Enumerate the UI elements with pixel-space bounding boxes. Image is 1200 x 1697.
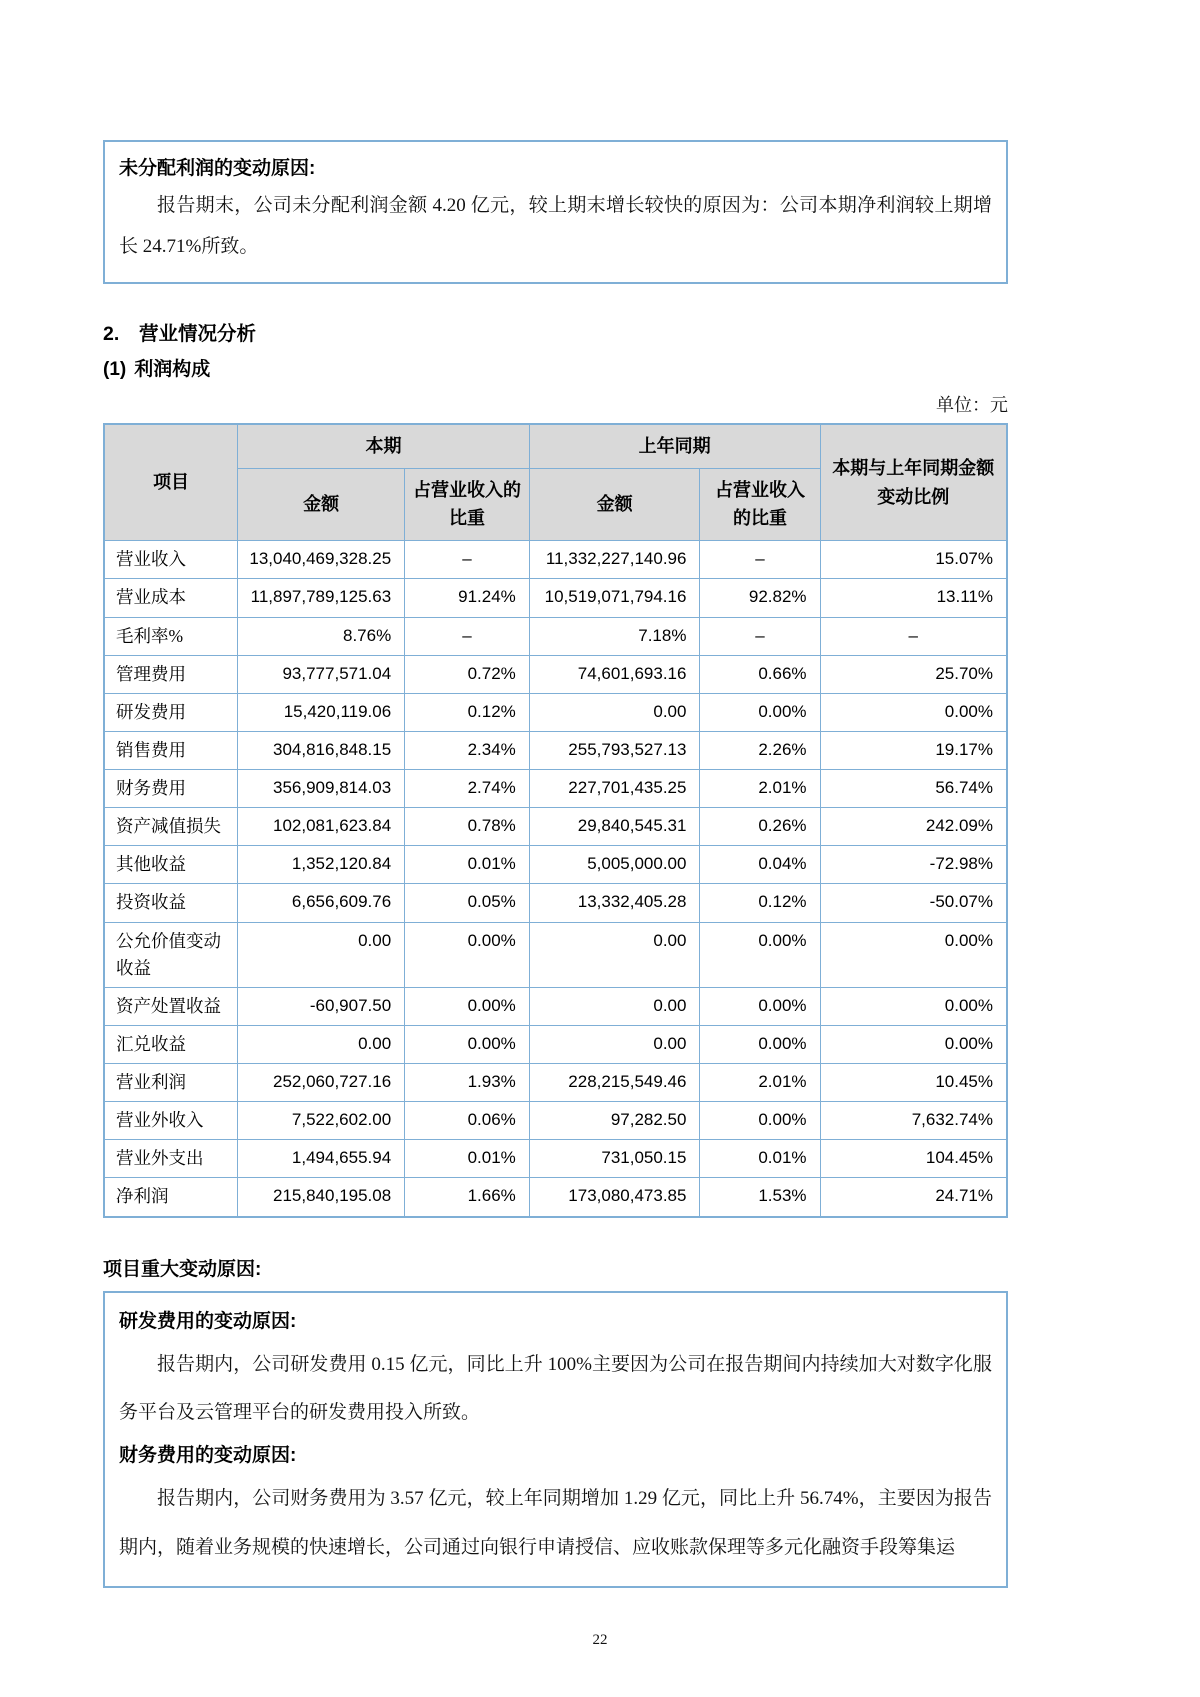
change-ratio-cell: 25.70% [820,655,1007,693]
prior-amount-cell: 10,519,071,794.16 [529,579,700,617]
unit-label: 单位：元 [936,394,1008,415]
current-ratio-cell: 0.05% [405,884,530,922]
prior-ratio-cell: 2.01% [700,1064,820,1102]
item-cell: 公允价值变动收益 [104,922,238,987]
prior-ratio-cell: 0.04% [700,846,820,884]
current-ratio-cell: – [405,617,530,655]
current-amount-cell: 0.00 [238,922,405,987]
current-amount-cell: 8.76% [238,617,405,655]
prior-ratio-cell: 0.26% [700,808,820,846]
prior-amount-cell: 7.18% [529,617,700,655]
rd-expense-reason-heading: 研发费用的变动原因: [119,1310,297,1332]
current-amount-cell: 1,494,655.94 [238,1140,405,1178]
rd-expense-reason-paragraph: 报告期内，公司研发费用 0.15 亿元，同比上升 100%主要因为公司在报告期间内持续加大对数字化服务平台及云管理平台的研发费用投入所致。 [119,1353,992,1423]
change-ratio-cell: 15.07% [820,541,1007,579]
current-ratio-cell: 91.24% [405,579,530,617]
table-row [104,846,1007,884]
undistributed-profit-change-box [103,140,1008,284]
table-row [104,579,1007,617]
table-row [104,884,1007,922]
header-item: 项目 [104,424,238,541]
header-current-amount: 金额 [238,468,405,541]
table-row [104,693,1007,731]
table-row [104,1140,1007,1178]
prior-amount-cell: 5,005,000.00 [529,846,700,884]
table-row [104,987,1007,1025]
change-ratio-cell: -50.07% [820,884,1007,922]
prior-amount-cell: 0.00 [529,693,700,731]
prior-ratio-cell: 0.00% [700,1025,820,1063]
change-ratio-cell: – [820,617,1007,655]
change-ratio-cell: 10.45% [820,1064,1007,1102]
current-amount-cell: -60,907.50 [238,987,405,1025]
prior-ratio-cell: 0.12% [700,884,820,922]
item-cell: 管理费用 [104,655,238,693]
table-row [104,617,1007,655]
change-ratio-cell: 0.00% [820,987,1007,1025]
current-amount-cell: 15,420,119.06 [238,693,405,731]
change-ratio-cell: 0.00% [820,1025,1007,1063]
change-ratio-cell: 0.00% [820,693,1007,731]
table-row [104,1102,1007,1140]
prior-ratio-cell: 0.66% [700,655,820,693]
item-cell: 毛利率% [104,617,238,655]
prior-ratio-cell: 92.82% [700,579,820,617]
table-row [104,808,1007,846]
change-ratio-cell: 56.74% [820,770,1007,808]
prior-ratio-cell: 0.00% [700,922,820,987]
current-ratio-cell: 0.12% [405,693,530,731]
table-row [104,655,1007,693]
header-prior-ratio: 占营业收入的比重 [700,468,820,541]
current-ratio-cell: 1.66% [405,1178,530,1217]
change-ratio-cell: -72.98% [820,846,1007,884]
document-page [103,0,1008,1588]
current-amount-cell: 0.00 [238,1025,405,1063]
table-row [104,731,1007,769]
current-amount-cell: 13,040,469,328.25 [238,541,405,579]
prior-ratio-cell: – [700,617,820,655]
subsection-title: 利润构成 [134,358,211,380]
item-cell: 营业利润 [104,1064,238,1102]
major-change-reasons-heading: 项目重大变动原因: [103,1258,262,1280]
section-number: 2. [103,322,120,345]
undistributed-profit-heading: 未分配利润的变动原因: [119,158,316,179]
table-row [104,1064,1007,1102]
header-current-period: 本期 [238,424,530,468]
current-amount-cell: 7,522,602.00 [238,1102,405,1140]
current-ratio-cell: 0.72% [405,655,530,693]
current-amount-cell: 356,909,814.03 [238,770,405,808]
table-row [104,922,1007,987]
prior-amount-cell: 228,215,549.46 [529,1064,700,1102]
prior-ratio-cell: 0.00% [700,693,820,731]
item-cell: 投资收益 [104,884,238,922]
prior-ratio-cell: 0.01% [700,1140,820,1178]
subsection-heading-profit-composition [103,354,1008,381]
header-prior-amount: 金额 [529,468,700,541]
current-ratio-cell: 0.00% [405,987,530,1025]
change-ratio-cell: 19.17% [820,731,1007,769]
table-row [104,770,1007,808]
change-ratio-cell: 0.00% [820,922,1007,987]
current-amount-cell: 11,897,789,125.63 [238,579,405,617]
current-amount-cell: 215,840,195.08 [238,1178,405,1217]
header-prior-period: 上年同期 [529,424,820,468]
item-cell: 财务费用 [104,770,238,808]
item-cell: 营业收入 [104,541,238,579]
prior-ratio-cell: 2.01% [700,770,820,808]
prior-amount-cell: 0.00 [529,987,700,1025]
current-ratio-cell: 2.74% [405,770,530,808]
item-cell: 研发费用 [104,693,238,731]
current-amount-cell: 102,081,623.84 [238,808,405,846]
current-amount-cell: 304,816,848.15 [238,731,405,769]
current-ratio-cell: 1.93% [405,1064,530,1102]
change-reasons-box [103,1291,1008,1589]
undistributed-profit-paragraph: 报告期末，公司未分配利润金额 4.20 亿元，较上期末增长较快的原因为：公司本期净利润较上期增长 24.71%所致。 [119,195,992,258]
prior-ratio-cell: 0.00% [700,1102,820,1140]
current-ratio-cell: – [405,541,530,579]
item-cell: 营业成本 [104,579,238,617]
prior-ratio-cell: – [700,541,820,579]
header-current-ratio: 占营业收入的比重 [405,468,530,541]
profit-composition-table [103,423,1008,1218]
current-ratio-cell: 0.00% [405,1025,530,1063]
prior-amount-cell: 173,080,473.85 [529,1178,700,1217]
table-body [104,541,1007,1217]
item-cell: 营业外支出 [104,1140,238,1178]
section-heading-operating-analysis [103,318,1008,346]
prior-ratio-cell: 1.53% [700,1178,820,1217]
finance-expense-reason-heading: 财务费用的变动原因: [119,1445,297,1467]
prior-amount-cell: 97,282.50 [529,1102,700,1140]
current-ratio-cell: 0.78% [405,808,530,846]
table-header [104,424,1007,541]
prior-amount-cell: 227,701,435.25 [529,770,700,808]
current-ratio-cell: 0.00% [405,922,530,987]
item-cell: 资产处置收益 [104,987,238,1025]
prior-amount-cell: 74,601,693.16 [529,655,700,693]
subsection-number: (1) [103,358,127,380]
current-amount-cell: 1,352,120.84 [238,846,405,884]
change-ratio-cell: 7,632.74% [820,1102,1007,1140]
prior-amount-cell: 29,840,545.31 [529,808,700,846]
item-cell: 净利润 [104,1178,238,1217]
prior-amount-cell: 13,332,405.28 [529,884,700,922]
current-ratio-cell: 0.01% [405,1140,530,1178]
current-amount-cell: 93,777,571.04 [238,655,405,693]
prior-amount-cell: 0.00 [529,922,700,987]
prior-ratio-cell: 2.26% [700,731,820,769]
table-row [104,541,1007,579]
table-row [104,1178,1007,1217]
item-cell: 营业外收入 [104,1102,238,1140]
finance-expense-reason-paragraph: 报告期内，公司财务费用为 3.57 亿元，较上年同期增加 1.29 亿元，同比上升 56.74%，主要因为报告期内，随着业务规模的快速增长，公司通过向银行申请授信、应收账款保理等多元化融资手段筹集运 [119,1488,992,1558]
prior-ratio-cell: 0.00% [700,987,820,1025]
prior-amount-cell: 255,793,527.13 [529,731,700,769]
current-ratio-cell: 2.34% [405,731,530,769]
current-ratio-cell: 0.06% [405,1102,530,1140]
prior-amount-cell: 731,050.15 [529,1140,700,1178]
item-cell: 销售费用 [104,731,238,769]
change-ratio-cell: 13.11% [820,579,1007,617]
section-title: 营业情况分析 [139,322,257,345]
current-amount-cell: 6,656,609.76 [238,884,405,922]
prior-amount-cell: 11,332,227,140.96 [529,541,700,579]
current-ratio-cell: 0.01% [405,846,530,884]
item-cell: 汇兑收益 [104,1025,238,1063]
item-cell: 资产减值损失 [104,808,238,846]
page-number: 22 [592,1632,608,1648]
table-row [104,1025,1007,1063]
change-ratio-cell: 242.09% [820,808,1007,846]
current-amount-cell: 252,060,727.16 [238,1064,405,1102]
item-cell: 其他收益 [104,846,238,884]
change-ratio-cell: 24.71% [820,1178,1007,1217]
prior-amount-cell: 0.00 [529,1025,700,1063]
header-change-ratio: 本期与上年同期金额变动比例 [820,424,1007,541]
change-ratio-cell: 104.45% [820,1140,1007,1178]
